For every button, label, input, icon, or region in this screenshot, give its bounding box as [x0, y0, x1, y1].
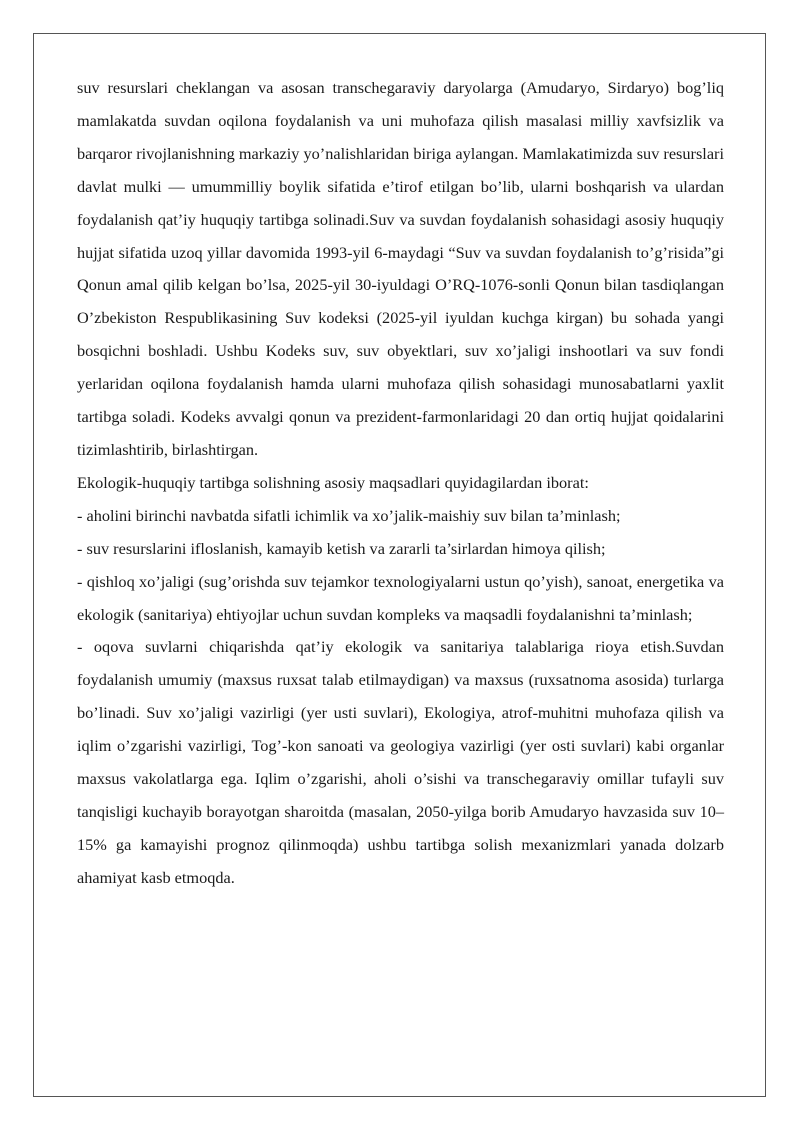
- list-item: - suv resurslarini ifloslanish, kamayib ketish va zararli ta’sirlardan himoya qilish;: [77, 538, 606, 558]
- list-intro: Ekologik-huquqiy tartibga solishning asosiy maqsadlari quyidagilardan iborat:: [77, 472, 589, 492]
- paragraph: suv resurslari cheklangan va asosan transchegaraviy daryolarga (Amudaryo, Sirdaryo) bog’liq mamlakatda suvdan oqilona foydalanish va uni muhofaza qilish masalasi milliy xavfsizlik va barqaror rivojlanishning markaziy yo’nalishlaridan biriga aylangan. Mamlakatimizda suv resurslari davlat mulki — umummilliy boylik sifatida e’tirof etilgan bo’lib, ularni boshqarish va ulardan foydalanish qat’iy huquqiy tartibga solinadi.Suv va suvdan foydalanish sohasidagi asosiy huquqiy hujjat sifatida uzoq yillar davomida 1993-yil 6-maydagi “Suv va suvdan foydalanish to’g’risida”gi Qonun amal qilib kelgan bo’lsa, 2025-yil 30-iyuldagi O’RQ-1076-sonli Qonun bilan tasdiqlangan O’zbekiston Respublikasining Suv kodeksi (2025-yil iyuldan kuchga kirgan) bu sohada yangi bosqichni boshladi. Ushbu Kodeks suv, suv obyektlari, suv xo’jaligi inshootlari va suv fondi yerlaridan oqilona foydalanish hamda ularni muhofaza qilish sohasidagi munosabatlarni yaxlit tartibga soladi. Kodeks avvalgi qonun va prezident-farmonlaridagi 20 dan ortiq hujjat qoidalarini tizimlashtirib, birlashtirgan.: [77, 78, 724, 459]
- list-item: - oqova suvlarni chiqarishda qat’iy ekologik va sanitariya talablariga rioya etish.Suvdan foydalanish umumiy (maxsus ruxsat talab etilmaydigan) va maxsus (ruxsatnoma asosida) turlarga bo’linadi. Suv xo’jaligi vazirligi (yer usti suvlari), Ekologiya, atrof-muhitni muhofaza qilish va iqlim o’zgarishi vazirligi, Tog’-kon sanoati va geologiya vazirligi (yer osti suvlari) kabi organlar maxsus vakolatlarga ega. Iqlim o’zgarishi, aholi o’sishi va transchegaraviy omillar tufayli suv tanqisligi kuchayib borayotgan sharoitda (masalan, 2050-yilga borib Amudaryo havzasida suv 10–15% ga kamayishi prognoz qilinmoqda) ushbu tartibga solish mexanizmlari yanada dolzarb ahamiyat kasb etmoqda.: [77, 637, 724, 887]
- list-item: - aholini birinchi navbatda sifatli ichimlik va xo’jalik-maishiy suv bilan ta’minlash;: [77, 505, 621, 525]
- list-item: - qishloq xo’jaligi (sug’orishda suv tejamkor texnologiyalarni ustun qo’yish), sanoat, energetika va ekologik (sanitariya) ehtiyojlar uchun suvdan kompleks va maqsadli foydalanishni ta’minlash;: [77, 571, 724, 624]
- document-body: [77, 72, 724, 895]
